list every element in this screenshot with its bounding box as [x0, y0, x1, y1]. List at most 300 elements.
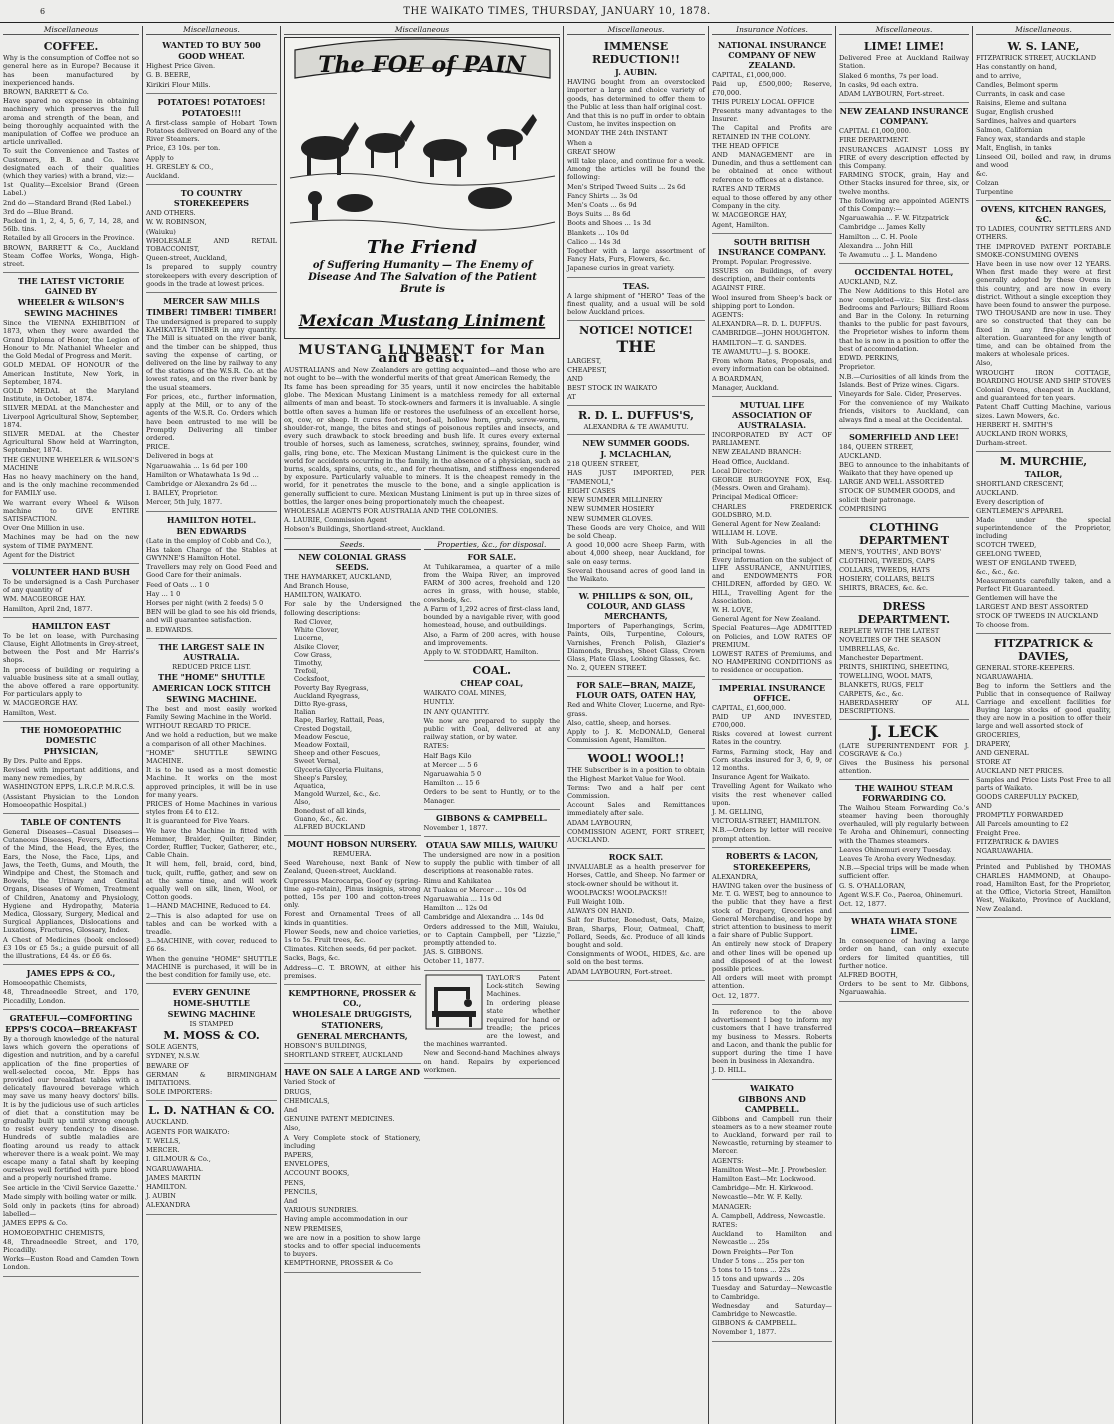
ad-body — [567, 460, 705, 583]
ad-heading: J. AUBIN. — [614, 67, 657, 78]
ad-line: 15 tons and upwards ... 20s — [712, 1275, 805, 1284]
ad-line: AGENTS: — [712, 311, 744, 320]
sewing-machine-icon — [424, 973, 484, 1031]
ad-line: RATES AND TERMS — [712, 184, 781, 193]
list-item: Trefoil, — [294, 667, 319, 676]
list-item: Sheep's Parsley, — [294, 773, 348, 782]
ad-line: FITZPATRICK & DAVIES — [976, 838, 1059, 847]
ad-line: A. Campbell, Address, Newcastle. — [712, 1211, 826, 1220]
ad-line: AND OTHERS. — [146, 209, 196, 218]
ad-line: Price, £3 10s. per ton. — [146, 144, 221, 153]
ad-heading: CHEAP COAL, — [460, 678, 524, 689]
ad-line: ADAM LAYBOURN, Fort-street. — [839, 90, 945, 99]
seed-list — [284, 618, 421, 831]
ad-line: Consignments of WOOL, HIDES, &c. are sold on the best terms. — [567, 950, 705, 967]
ad-line: THE GENUINE WHEELER & WILSON'S MACHINE — [3, 455, 139, 472]
ad-heading: THE WAIHOU STEAM FORWARDING CO. — [855, 782, 953, 803]
horse-silhouettes — [301, 114, 537, 220]
ad-line: REPLETE WITH THE LATEST — [839, 626, 940, 635]
ad-line: Every description of — [976, 498, 1044, 507]
ad-line: Head Office, Auckland. — [712, 457, 790, 466]
ad-heading: COAL. — [472, 664, 511, 678]
ad-line: Hamilton or Whatawhata 1s 9d ... — [146, 470, 259, 479]
ad-line: Has taken Charge of the Stables at GWYNNE'S Hamilton Hotel. — [146, 545, 277, 562]
ad-line: PENCILS, — [284, 1187, 318, 1196]
ad-line: A large shipment of "HERO" Teas of the finest quality, and a usual will be sold below Auckland prices. — [567, 291, 705, 317]
ad-line: Sardines, halves and quarters — [976, 117, 1077, 126]
ad-line: GIBBONS & CAMPBELL. — [712, 1319, 797, 1328]
ad-heading: CLOTHING DEPARTMENT — [859, 520, 949, 547]
ad-line: A Farm of 1,292 acres of first-class land, bounded by a navigable river, with good homestead, house, and outbuildings. — [423, 604, 560, 630]
ad-coal — [424, 661, 561, 810]
ad-line: Wednesday and Saturday—Cambridge to Newcastle. — [712, 1301, 832, 1318]
ad-line: Raisins, Eleme and sultana — [976, 99, 1067, 108]
ad-line: Apply to W. STODDART, Hamilton. — [423, 647, 539, 656]
ad-line: INCORPORATED BY ACT OF PARLIAMENT. — [712, 430, 832, 448]
ad-line: GOODS CAREFULLY PACKED, — [976, 793, 1080, 802]
ad-line: CAPITAL, £1,600,000. — [712, 703, 787, 712]
ad-line: PRICE. — [146, 443, 170, 452]
ad-whata-whata-lime — [839, 913, 969, 1001]
ad-line: Wool insured from Sheep's back or shipping port to London. — [712, 293, 832, 310]
ad-line: Seed Warehouse, next Bank of New Zealand, Queen-street, Auckland. — [284, 859, 421, 876]
ad-line: Sacks, Bags, &c. — [284, 954, 340, 963]
ad-line: To be let on lease, with Purchasing Clause, Eight Allotments in Grey-street, between the Post and Mr Harris's shops. — [3, 631, 139, 665]
ad-line: HABERDASHERY OF ALL DESCRIPTIONS. — [839, 698, 969, 715]
ad-line: CHEAPEST, — [567, 366, 607, 375]
ad-line: Is prepared to supply country storekeepers with every description of goods in the trade at lowest prices. — [146, 263, 277, 288]
ad-wanted-wheat — [146, 37, 277, 94]
ad-line: See article in the 'Civil Service Gazette.' — [3, 1183, 139, 1192]
list-item: Guano, &c., &c. — [294, 814, 348, 823]
ad-otaua-saw-mills — [424, 837, 561, 971]
ad-line: RATES: — [712, 1220, 738, 1229]
ad-line: EDWD. PERKINS, — [839, 354, 900, 363]
ad-body — [567, 292, 705, 317]
ad-line: And — [284, 1197, 298, 1206]
ad-line: SILVER MEDAL at the Chester Agricultural Show held at Warrington, September, 1874. — [3, 429, 139, 455]
ad-nathan — [146, 1101, 277, 1214]
ad-line: Candles, Belmont sperm — [976, 81, 1059, 90]
ad-line: For prices, etc., further information, apply at the Mill, or to any of the agents of the W.S.R. Co. Orders which have been entrusted to me will be Promptly Delivering all timber ordered. — [146, 392, 277, 442]
ad-line: We now are prepared to supply the public with Coal, delivered at any railway station, or by water. — [423, 716, 560, 742]
ad-line: H. GRESLEY & CO., — [146, 162, 214, 171]
ad-line: Delivered in bogs at — [146, 452, 214, 461]
ad-line: GENUINE PATENT MEDICINES. — [284, 1115, 395, 1124]
ad-heading: GENERAL MERCHANTS, — [296, 1031, 408, 1042]
ad-line: Cambridge and Alexandra ... 14s 0d — [423, 913, 544, 922]
ad-line: November 1, 1877. — [712, 1328, 777, 1337]
ad-line: WAIKATO COAL MINES, — [423, 689, 507, 698]
ad-line: CARPETS, &c., &c. — [839, 689, 904, 698]
ad-heading: WHEELER & WILSON'S — [17, 297, 125, 308]
ad-line: Also, a Farm of 200 acres, with house and improvements. — [423, 630, 560, 647]
ad-heading: WHOLESALE DRUGGISTS, — [292, 1009, 413, 1020]
ad-heading: TABLE OF CONTENTS — [20, 817, 122, 828]
ad-line: Salt for Butter, Bonedust, Oats, Maize, Bran, Sharps, Flour, Oatmeal, Chaff, Pollard, Seeds, &c. Produce of all kinds bought and sold. — [567, 916, 705, 950]
ad-line: Boots and Shoes ... 1s 3d — [567, 219, 651, 228]
ad-heading: EVERY GENUINE — [172, 987, 251, 998]
ad-line: STOCK OF TWEEDS IN AUCKLAND — [976, 612, 1099, 621]
ad-heading: HAMILTON EAST — [31, 620, 111, 631]
illustration-tagline: of Suffering Humanity — The Enemy of Disease And The Salvation of the Patient Brute is — [308, 260, 537, 296]
ad-line: AUCKLAND, N.Z. — [839, 278, 898, 287]
ad-line: HOBSON'S BUILDINGS, — [284, 1042, 367, 1051]
ad-heading: IMPERIAL INSURANCE OFFICE. — [718, 682, 826, 703]
ad-line: SOLE IMPORTERS: — [146, 1088, 213, 1097]
ad-line: (Late in the employ of Cobb and Co.), — [146, 536, 272, 545]
ad-line: NEW PREMISES, — [284, 1224, 343, 1233]
ad-line: 3—MACHINE, with cover, reduced to £6 6s. — [146, 937, 277, 954]
ad-mount-hobson — [284, 836, 421, 985]
ad-body — [3, 54, 139, 268]
ad-line: "HOME" SHUTTLE SEWING MACHINE. — [146, 748, 277, 765]
ad-line: Presents many advantages to the Insurer. — [712, 107, 832, 124]
column-2 — [143, 26, 281, 1424]
printer-imprint — [976, 860, 1111, 917]
ad-line: WM. MACGEORGE HAY. — [3, 595, 86, 604]
column-3-split — [284, 539, 560, 1273]
section-heading: Miscellaneous. — [567, 26, 705, 35]
ad-line: Leaves Te Aroha every Wednesday. — [839, 854, 956, 863]
ad-line: Delivered Free at Auckland Railway Station. — [839, 54, 969, 71]
ad-line: THE HEAD OFFICE — [712, 141, 779, 150]
ad-line: AND MANAGEMENT are in Dunedin, and thus a settlement can be obtained at once without reference to offices at a distance. — [712, 151, 832, 184]
ad-line: 2—This is also adapted for use on tables and can be worked with a treadle. — [146, 911, 277, 937]
ad-line: WASHINGTON EPPS, L.R.C.P. M.R.C.S. — [3, 783, 135, 792]
ad-line: New and Second-hand Machines always on hand. Repairs by experienced workmen. — [423, 1049, 560, 1074]
ad-ovens — [976, 201, 1111, 452]
ad-heading: MUSTANG LINIMENT for Man and Beast. — [298, 343, 546, 367]
ad-line: GOLD MEDAL OF HONOUR of the American Institute, New York, in September, 1874. — [3, 361, 139, 386]
ad-epps — [3, 965, 139, 1010]
column-6 — [836, 26, 973, 1424]
ad-line: GERMAN & BIRMINGHAM IMITATIONS. — [146, 1070, 277, 1088]
ad-line: Turpentine — [976, 188, 1014, 197]
masthead — [0, 0, 1114, 23]
ad-line: MERCER. — [146, 1146, 180, 1155]
list-item: Auckland Ryegrass, — [294, 691, 360, 700]
ad-line: Japanese curios in great variety. — [567, 264, 675, 273]
ad-line: 48, Threadneedle Street, and 170, Piccadilly, London. — [3, 988, 139, 1005]
ad-heading: GIBBONS & CAMPBELL. — [436, 812, 548, 823]
ad-notice — [567, 321, 705, 406]
ad-line: Retailed by all Grocers in the Province. — [3, 234, 135, 243]
ad-line: at Mercer ... 5 6 — [423, 760, 478, 769]
ad-line: WEST OF ENGLAND TWEED, — [976, 559, 1077, 568]
ad-line: INVALUABLE as a health preserver for Horses, Cattle, and Sheep. No farmer or stock-owner should be without it. — [567, 863, 705, 888]
ad-line: HOMOEOPATHIC CHEMISTS, — [3, 1228, 105, 1237]
ad-line: Also, cattle, sheep, and horses. — [567, 718, 672, 727]
section-heading: Miscellaneous — [3, 26, 139, 35]
ad-body — [712, 258, 832, 392]
ad-line: Under 5 tons ... 25s per ton — [712, 1256, 805, 1265]
ad-line: JAMES EPPS & Co. — [3, 1219, 68, 1228]
ad-heading: GRATEFUL—COMFORTING — [9, 1012, 133, 1023]
ad-line: COMPRISING — [839, 504, 887, 513]
ad-line: (Assistant Physician to the London Homoeopathic Hospital.) — [3, 792, 139, 809]
ad-line: Oct. 12, 1877. — [712, 991, 760, 1000]
ad-line: and to arrive, — [976, 72, 1022, 81]
ad-line: GOLD MEDAL at the Maryland Institute, in October, 1874. — [3, 386, 139, 404]
ad-line: Tuesday and Saturday—Newcastle to Cambridge. — [712, 1284, 832, 1301]
ad-line: GROCERIES, — [976, 731, 1021, 740]
ad-line: When the genuine "HOME" SHUTTLE MACHINE is purchased, it will be in the best condition for family use, etc. — [146, 954, 277, 980]
ad-line: Made under the special superintendence of the Proprietor, including — [976, 516, 1111, 541]
ad-body — [424, 563, 561, 656]
ad-line: GREAT SHOW — [567, 147, 616, 156]
ad-line: Forest and Ornamental Trees of all kinds in quantities. — [284, 910, 421, 927]
ad-line: we are now in a position to show large stocks and to offer special inducements to buyers. — [284, 1233, 421, 1259]
ad-line: Down Freights—Per Ton — [712, 1247, 794, 1256]
ad-body — [146, 209, 277, 288]
ad-line: At Tuhikaramea, a quarter of a mile from the Waipa River, an improved FARM of 300 acres, freehold and 120 acres in grass, with house, stable, cowsheds, &c. — [423, 562, 560, 604]
ad-line: Apply to — [146, 153, 174, 162]
ad-heading: MOUNT HOBSON NURSERY. — [287, 839, 418, 850]
ad-heading: THE "HOME" SHUTTLE — [158, 671, 265, 682]
ad-line: It is guaranteed for Five Years. — [146, 817, 250, 826]
ad-line: TOWELLING, WOOL MATS, — [839, 671, 933, 680]
ad-line: Having ample accommodation in our — [284, 1215, 408, 1224]
ad-line: Farms, Farming stock, Hay and Corn stacks insured for 3, 6, 9, or 12 months. — [712, 747, 832, 773]
ad-body — [284, 1042, 421, 1059]
ad-body — [839, 937, 969, 996]
ad-heading: ROCK SALT. — [608, 852, 664, 863]
ad-line: Hamilton, West. — [3, 708, 57, 717]
section-heading: Miscellaneous. — [839, 26, 969, 35]
ad-summer-goods — [567, 435, 705, 588]
ad-line: SHIRTS, BRACES, &c. &c. — [839, 583, 928, 592]
ad-line: A BOARDMAN, — [712, 374, 764, 383]
ad-line: A Very Complete stock of Stationery, including — [284, 1133, 421, 1150]
ad-line: Slaked 6 months, 7s per load. — [839, 71, 939, 80]
ad-every-genuine — [146, 984, 277, 1101]
ad-heading: THE LATEST VICTORIE GAINED BY — [17, 276, 125, 297]
ad-line: TO LADIES, COUNTRY SETTLERS AND OTHERS. — [976, 225, 1111, 242]
ad-line: Malt, English, in tanks — [976, 144, 1052, 153]
ad-line: (LATE SUPERINTENDENT FOR J. COSGRAVE & Co.) — [839, 741, 969, 758]
ad-line: SILVER MEDAL at the Manchester and Liverpool Agricultural Show, September, 1874. — [3, 404, 139, 429]
ad-line: Men's Striped Tweed Suits ... 2s 6d — [567, 182, 686, 191]
column-3-right — [424, 539, 561, 1273]
ad-line: THIS PURELY LOCAL OFFICE — [712, 97, 815, 106]
ad-line: By Drs. Pulte and Epps. — [3, 756, 83, 765]
ad-line: Why is the consumption of Coffee not so general here as in Europe? Because it has been manufactured by inexperienced hands. — [3, 54, 139, 87]
ad-heading: TAILOR, — [1024, 469, 1063, 480]
ad-line: Its fame has been spreading for 35 years, until it now encircles the habitable globe. The Mexican Mustang Liniment is a matchless remedy for all external ailments of man and beast. To stock-owners and farmers it is invaluable. A single bottle often saves a human life or restores the usefulness of an excellent horse, ox, cow, or sheep. It cures foot-rot, hoof-ail, hollow horn, grub, screw-worm, shoulder-rot, mange, the bites and stings of poisonous reptiles and insects, and every such drawback to stock breeding and bush life. It cures every external trouble of horses, such as lameness, scratches, swinney, sprains, founder, wind galls, ring bone, etc. The Mexican Mustang Liniment is the quickest cure in the world for accidents occurring in the family, in the absence of a physician, such as burns, scalds, sprains, cuts, etc., and for rheumatism, and stiffness engendered by exposure. Particularly valuable to miners. It is the cheapest remedy in the world, for it penetrates the muscle to the bone, and a single application is generally sufficient to cure. Mexican Mustang Liniment is put up in three sizes of bottles, the larger ones being proportionately much the cheapest. — [284, 383, 560, 506]
ad-line: 184, QUEEN STREET, — [839, 442, 914, 451]
ad-body — [712, 873, 832, 1000]
ad-heading: SEWING MACHINE — [167, 1009, 256, 1020]
ad-heading: M. MURCHIE, — [999, 455, 1088, 469]
ad-body — [3, 979, 139, 1005]
ad-line: All orders will meet with prompt attention. — [712, 974, 832, 991]
ad-body — [839, 627, 969, 715]
ad-line: In ordering please state whether required for hand or treadle; the prices are the lowest, and the machines warranted. — [423, 999, 560, 1049]
ad-heading: SEWING MACHINE. — [166, 693, 257, 704]
ad-body — [712, 71, 832, 229]
ad-line: WHOLESALE AND RETAIL TOBACCONIST, — [146, 236, 277, 254]
ad-line: solicit their patronage. — [839, 495, 916, 504]
ad-rock-salt — [567, 849, 705, 981]
ad-line: AND — [567, 375, 583, 384]
list-item: Bonedust of all kinds, — [294, 806, 367, 815]
ad-line: NEW SUMMER GLOVES. — [567, 514, 653, 523]
list-item: Cow Grass, — [294, 650, 332, 659]
ad-heading: NATIONAL INSURANCE COMPANY OF NEW ZEALAND. — [717, 40, 827, 71]
ad-line: ALEXANDRA — [146, 1201, 190, 1210]
ad-line: Works—Euston Road and Camden Town London. — [3, 1255, 139, 1272]
ad-line: W. MACGEORGE HAY, — [712, 211, 787, 220]
ad-hamilton-hotel — [146, 512, 277, 639]
ad-line: COLLARS, TWEEDS, HATS — [839, 565, 931, 574]
ad-line: Orders to be sent to Huntly, or to the Manager. — [423, 788, 560, 805]
ad-line: The following are appointed AGENTS of this Company:— — [839, 196, 969, 214]
ad-line: HAVING taken over the business of Mr. T. G. WEST, beg to announce to the public that they have a first stock of Drapery, Groceries and General Merchandise, and hope by strict attention to business to merit a fair share of Public Support. — [712, 882, 832, 940]
list-item: Alsike Clover, — [294, 642, 340, 651]
ad-line: Also, — [976, 359, 993, 368]
ad-line: NEW SUMMER MILLINERY — [567, 496, 663, 505]
ad-line: Blankets ... 10s 0d — [567, 228, 629, 237]
ad-line: Beg to inform the Settlers and the Public that in consequence of Railway Carriage and excellent facilities for Buying large stocks of good quality, they are now in a position to offer their large and well assorted stock of — [976, 682, 1111, 731]
ad-imperial-insurance — [712, 680, 832, 848]
ad-line: A first-class sample of Hobart Town Potatoes delivered on Board any of the River Steamers. — [146, 118, 277, 144]
mustang-liniment-illustration — [284, 37, 560, 339]
ad-teas — [567, 278, 705, 322]
ad-line: It is to be used as a most domestic Machine. It works on the most approved principles, it will be in use for many years. — [146, 766, 277, 799]
illustration-friend-text: The Friend — [366, 237, 478, 259]
ad-line: LARGE AND WELL ASSORTED — [839, 477, 945, 486]
ad-heading: ROBERTS & LACON, — [725, 850, 819, 861]
ad-line: An entirely new stock of Drapery and other lines will be opened up and disposed of at the lowest possible prices. — [712, 940, 832, 974]
ad-roberts-lacon — [712, 848, 832, 1005]
ad-line: Cambridge or Alexandra 2s 6d ... — [146, 479, 257, 488]
ad-line: DRUGS, — [284, 1087, 312, 1096]
ad-line: Ngaruawahia ... 1s 6d per 100 — [146, 461, 248, 470]
ad-line: AGAINST FIRE. — [712, 284, 766, 293]
ad-line: will take place, and continue for a week. Among the articles will be found the following: — [567, 157, 705, 182]
ad-body — [284, 573, 421, 617]
ad-line: October 11, 1877. — [423, 957, 485, 966]
ad-line: MONDAY THE 24th INSTANT — [567, 129, 668, 138]
ad-line: Orders addressed to the Mill, Waiuku, or to Captain Campbell, per "Lizzie," promptly attended to. — [423, 922, 560, 947]
ad-heading: GOOD WHEAT. — [178, 51, 245, 62]
ad-line: 48, Threadneedle Street, and 170, Piccadilly. — [3, 1237, 139, 1254]
ad-line: Currants, in cask and case — [976, 90, 1065, 99]
ad-line: equal to those offered by any other Company in the city. — [712, 194, 832, 211]
column-3-left — [284, 539, 421, 1273]
ad-line: Men's Coats ... 6s 9d — [567, 201, 637, 210]
ad-line: BEG to announce to the inhabitants of Waikato that they have opened up — [839, 460, 969, 477]
ad-line: We have the Machine in fitted with Hemmer, Braider, Quilter, Binder, Corder, Ruffler, Tucker, Gatherer, etc., Cable Chain. — [146, 826, 277, 860]
ad-heading: OCCIDENTAL HOTEL, — [854, 267, 954, 278]
ad-lane — [976, 37, 1111, 201]
ad-line: Risks covered at lowest current Rates in the country. — [712, 730, 832, 747]
ad-line: J. AUBIN — [146, 1192, 176, 1201]
ad-body — [3, 319, 139, 559]
ad-line: The undersigned is prepared to supply KAHIKATEA TIMBER in any quantity. The Mill is situated on the river bank, and the timber can be shipped, thus saving the expense of carting, or delivered on the line by railway to any of the stations of the W.S.R. Co. at the lowest rates, and on the river bank by the usual steamers. — [146, 318, 277, 392]
ad-line: Gibbons and Campbell run their steamers as to a new steamer route to Auckland, forward per rail to Newcastle, returning by steamer to Mercer. — [712, 1114, 832, 1156]
ad-line: Principal Medical Officer: — [712, 493, 799, 502]
ad-line: HAMILTON. — [146, 1182, 187, 1191]
list-item: Timothy, — [294, 658, 323, 667]
ad-line: PENS, — [284, 1178, 306, 1187]
ad-line: 1—HAND MACHINE, Reduced to £4. — [146, 902, 271, 911]
ad-line: AUCKLAND IRON WORKS, — [976, 430, 1068, 439]
ad-line: Travelling Agent for Waikato who visits the rest whenever called upon. — [712, 782, 832, 807]
ad-line: NGARUAWAHIA. — [976, 673, 1034, 682]
list-item: White Clover, — [294, 626, 340, 635]
ad-body — [567, 766, 705, 844]
list-item: Crested Dogstail, — [294, 724, 353, 733]
ad-body — [284, 1078, 421, 1267]
ad-line: Manager, Auckland. — [712, 383, 779, 392]
ad-line: Samples and Price Lists Post Free to all parts of Waikato. — [976, 776, 1111, 793]
ad-line: Homoeopathic Chemists, — [3, 979, 87, 988]
ad-line: Sugar, English crushed — [976, 108, 1054, 117]
ad-line: In casks, 9d each extra. — [839, 80, 919, 89]
ad-line: Flower Seeds, new and choice varieties, 1s to 5s. Fruit trees, &c. — [284, 927, 421, 944]
ad-line: 218 QUEEN STREET, — [567, 460, 640, 469]
ad-line: WHOLESALE AGENTS FOR AUSTRALIA AND THE COLONIES. — [284, 507, 498, 516]
list-item: Lucerne, — [294, 634, 324, 643]
ad-line: BEWARE OF — [146, 1061, 189, 1070]
ad-line: NGARUAWAHIA. — [976, 847, 1034, 856]
ad-hill-notice — [712, 1005, 832, 1080]
ad-line: For sale by the Undersigned the following descriptions: — [284, 600, 421, 617]
ad-line: &c. — [976, 170, 988, 179]
ad-heading: THE HOMOEOPATHIC DOMESTIC — [20, 724, 122, 745]
ad-body — [839, 443, 969, 513]
ad-heading: J. LECK — [870, 721, 938, 741]
page-number: 6 — [40, 6, 46, 16]
ad-line: LARGEST AND BEST ASSORTED — [976, 603, 1089, 612]
ad-line: AUCKLAND. — [839, 451, 882, 460]
ad-body — [712, 704, 832, 843]
ad-line: AND — [976, 802, 992, 811]
ad-line: Hay ... 1 0 — [146, 589, 181, 598]
list-item: Meadow Fescue, — [294, 732, 350, 741]
imprint-text: Printed and Published by THOMAS CHARLES HAMMOND, at Ohaupo-road, Hamilton East, for the Proprietor, at the Office, Victoria Street, Hamilton West, Waikato, Province of Auckland, New Zealand. — [976, 863, 1111, 913]
ad-line: Several thousand acres of good land in the Waikato. — [567, 566, 705, 583]
ad-heading: THE — [616, 337, 656, 357]
list-item: Also, — [294, 798, 311, 807]
ad-line: NEW SUMMER HOSIERY — [567, 505, 655, 514]
ad-nz-insurance — [839, 103, 969, 264]
ad-line: Hamilton ... 15 6 — [423, 779, 480, 788]
ad-line: IN ANY QUANTITY. — [423, 707, 490, 716]
ad-mutual-life — [712, 397, 832, 680]
ad-line: Manchester Department. — [839, 653, 924, 662]
ad-body — [3, 828, 139, 960]
ad-line: AT — [567, 393, 576, 402]
ad-line: CHARLES FREDERICK GOLDSBRO, M.D. — [712, 502, 832, 519]
ad-heading: VOLUNTEER HAND BUSH — [12, 566, 130, 577]
ad-line: PROMPTLY FORWARDED — [976, 811, 1064, 820]
ad-heading: LIME! LIME! — [863, 40, 945, 54]
ad-wheeler-wilson — [3, 273, 139, 564]
ad-line: W. MACGEORGE HAY. — [3, 699, 78, 708]
ad-heading: NOTICE! NOTICE! — [579, 324, 693, 338]
ad-body — [146, 318, 277, 506]
ad-line: Highest Price Given. — [146, 62, 216, 71]
ad-body — [839, 54, 969, 98]
section-heading: Properties, &c., for disposal. — [424, 541, 561, 550]
ad-line: (Waiuku) — [146, 227, 176, 236]
ad-heading: WHATA WHATA STONE LIME. — [851, 916, 957, 937]
ad-heading: MUTUAL LIFE ASSOCIATION OF AUSTRALASIA. — [732, 399, 812, 430]
ad-heading: SOUTH BRITISH INSURANCE COMPANY. — [718, 236, 826, 257]
